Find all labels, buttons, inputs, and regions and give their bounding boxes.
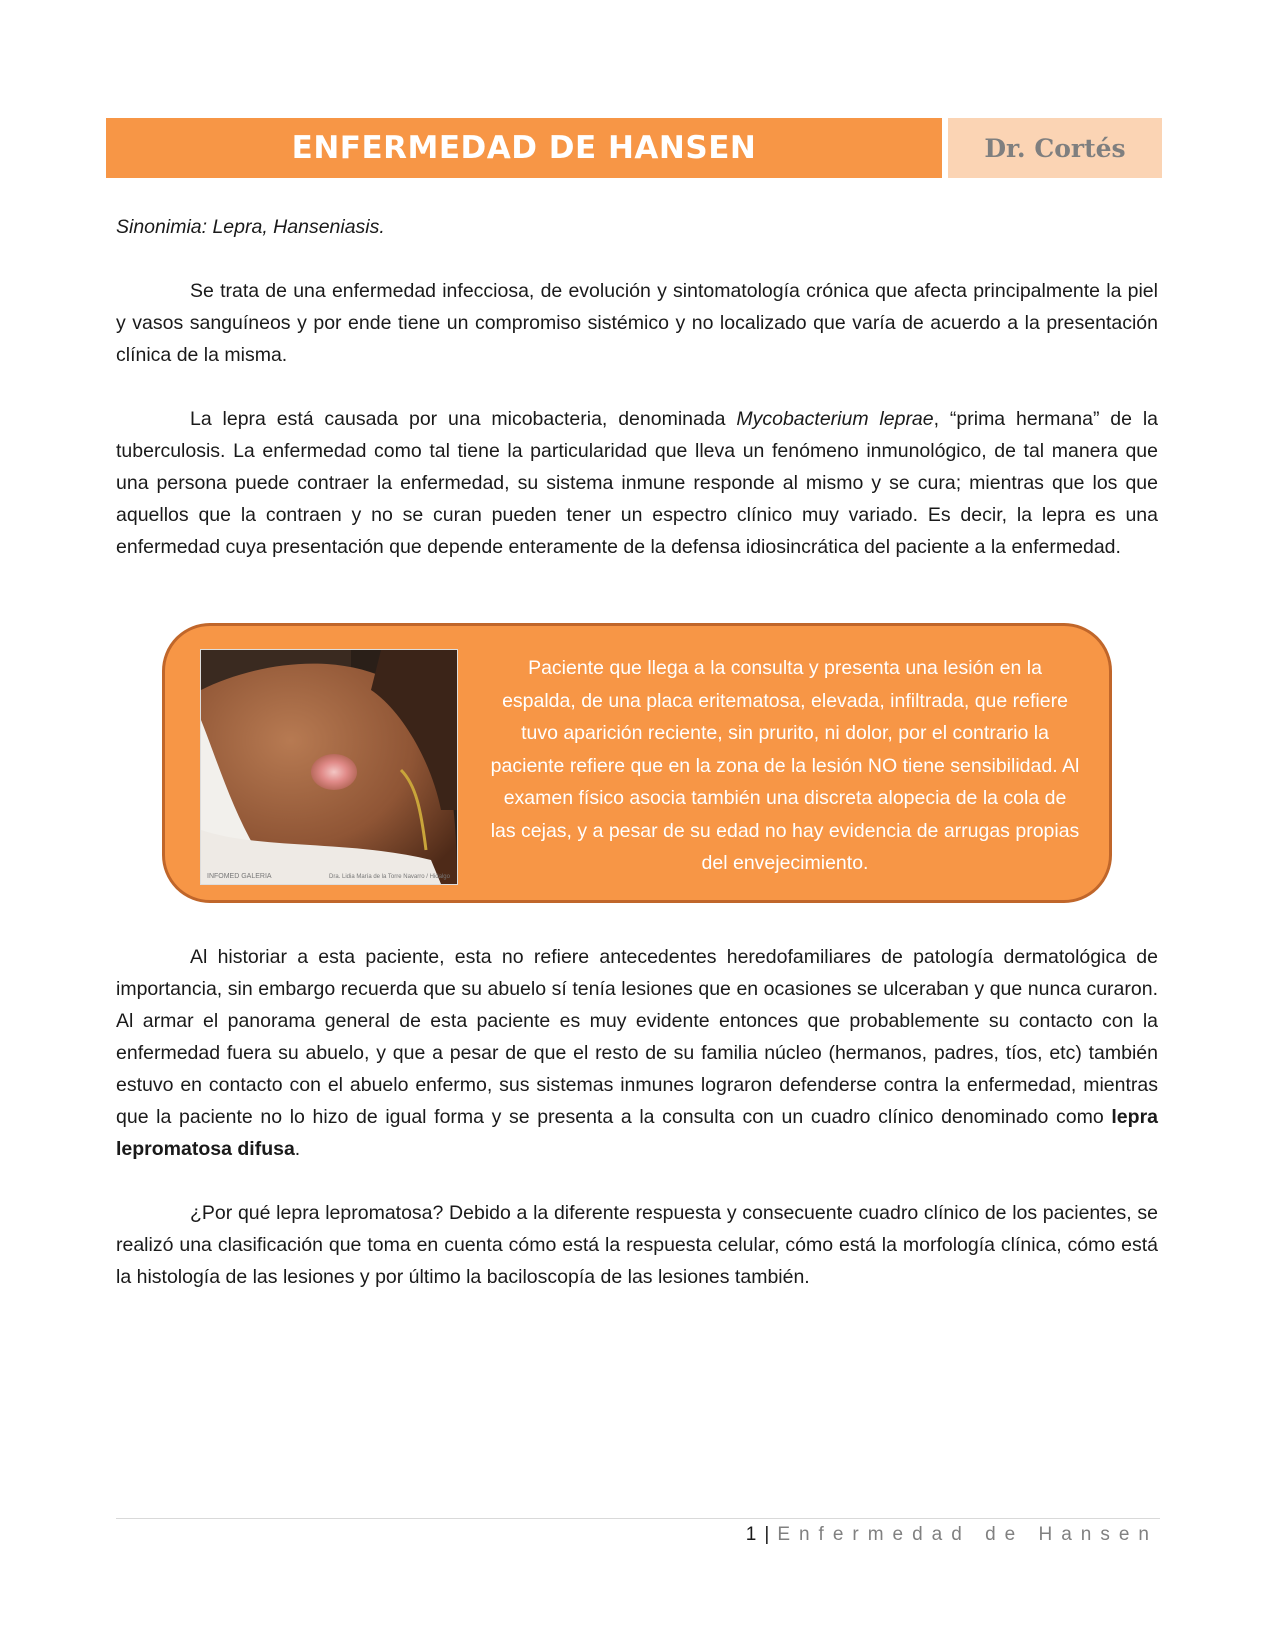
paragraph-history [116, 941, 1158, 1165]
document-title: ENFERMEDAD DE HANSEN [291, 130, 757, 166]
header-author-bar [948, 118, 1162, 178]
clinical-case-text: Paciente que llega a la consulta y presenta una lesión en la espalda, de una placa eritematosa, elevada, infiltrada, que refiere tuvo aparición reciente, sin prurito, ni dolor, por el contrario la paciente refiere que en la zona de la lesión NO tiene sensibilidad. Al examen físico asocia también una discreta alopecia de la cola de las cejas, y a pesar de su edad no hay evidencia de arrugas propias del envejecimiento. [490, 657, 1080, 874]
footer-title: Enfermedad de Hansen [777, 1524, 1158, 1545]
footer-separator: | [764, 1524, 770, 1545]
footer-divider [116, 1518, 1160, 1519]
paragraph-cause-start: La lepra está causada por una micobacteria, denominada [190, 408, 737, 430]
body-text [116, 211, 1158, 595]
paragraph-intro: Se trata de una enfermedad infecciosa, de evolución y sintomatología crónica que afecta principalmente la piel y vasos sanguíneos y por ende tiene un compromiso sistémico y no localizado que varía de acuerdo a la presentación clínica de la misma. [116, 280, 1158, 366]
clinical-case-box [162, 623, 1112, 903]
paragraph-cause-end: , “prima hermana” de la tuberculosis. La enfermedad como tal tiene la particularidad que lleva un fenómeno inmunológico, de tal manera que una persona puede contraer la enfermedad, su sistema inmune responde al mismo y se cura; mientras que los que aquellos que la contraen y no se curan pueden tener un espectro clínico muy variado. Es decir, la lepra es una enfermedad cuya presentación que depende enteramente de la defensa idiosincrática del paciente a la enfermedad. [116, 408, 1158, 558]
author-name: Dr. Cortés [984, 133, 1126, 163]
page-number: 1 [745, 1524, 757, 1545]
species-name: Mycobacterium leprae [736, 408, 934, 430]
photo-caption-right: Dra. Lidia María de la Torre Navarro / Hidalgo [329, 874, 450, 880]
page-footer [746, 1524, 1158, 1546]
diagnosis-term: lepra lepromatosa difusa [116, 1106, 1158, 1160]
header-title-bar [106, 118, 942, 178]
photo-caption-left: INFOMED GALERIA [207, 873, 272, 880]
shoulder-lesion-image [201, 650, 457, 884]
synonymy-line: Sinonimia: Lepra, Hanseniasis. [116, 216, 385, 238]
paragraph-cause [116, 403, 1158, 563]
body-text-continued [116, 941, 1158, 1325]
paragraph-history-text: Al historiar a esta paciente, esta no refiere antecedentes heredofamiliares de patología dermatológica de importancia, sin embargo recuerda que su abuelo sí tenía lesiones que en ocasiones se ulceraban y que nunca curaron. Al armar el panorama general de esta paciente es muy evidente entonces que probablemente su contacto con la enfermedad fuera su abuelo, y que a pesar de que el resto de su familia núcleo (hermanos, padres, tíos, etc) también estuvo en contacto con el abuelo enfermo, sus sistemas inmunes lograron defenderse contra la enfermedad, mientras que la paciente no lo hizo de igual forma y se presenta a la consulta con un cuadro clínico denominado como [116, 946, 1158, 1128]
paragraph-classification: ¿Por qué lepra lepromatosa? Debido a la diferente respuesta y consecuente cuadro clínico de los pacientes, se realizó una clasificación que toma en cuenta cómo está la respuesta celular, cómo está la morfología clínica, cómo está la histología de las lesiones y por último la baciloscopía de las lesiones también. [116, 1202, 1158, 1288]
paragraph-history-end: . [294, 1138, 301, 1160]
lesion-photo [200, 649, 458, 885]
